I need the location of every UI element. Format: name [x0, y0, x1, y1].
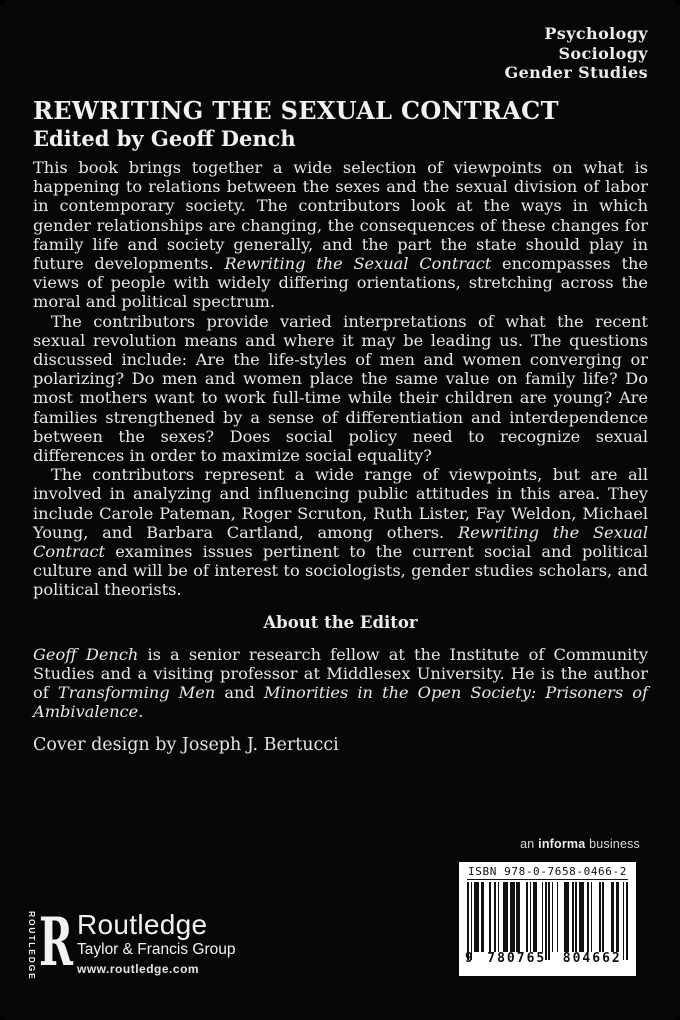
- editor-byline: Edited by Geoff Dench: [33, 126, 296, 151]
- publisher-text: [77, 910, 236, 976]
- isbn-number: ISBN 978-0-7658-0466-2: [468, 865, 627, 878]
- category-sociology: Sociology: [558, 43, 648, 63]
- informa-prefix: an: [520, 837, 539, 851]
- back-cover-text: [33, 158, 648, 722]
- routledge-logo-mark: R: [39, 903, 74, 981]
- synopsis-paragraph: The contributors represent a wide range of viewpoints, but are all involved in analyzing and influencing public attitudes in this area. They include Carole Pateman, Roger Scruton, Ruth Lister, Fay Weldon, Michael Young, and Barbara Cartland, among others. Rewriting the Sexual Contract examines issues pertinent to the current social and political culture and will be of interest to sociologists, gender studies scholars, and political theorists.: [33, 465, 648, 600]
- cover-design-credit: Cover design by Joseph J. Bertucci: [33, 735, 339, 755]
- informa-suffix: business: [585, 837, 640, 851]
- barcode-digits: [465, 951, 630, 966]
- publisher-name: Routledge: [77, 909, 208, 940]
- informa-business-line: [520, 837, 640, 851]
- routledge-vertical-text: ROUTLEDGE: [27, 911, 37, 981]
- category-gender-studies: Gender Studies: [504, 63, 648, 82]
- synopsis-paragraph: The contributors provide varied interpretations of what the recent sexual revolution means and where it may be leading us. The questions discussed include: Are the life-styles of men and women converging or polarizing? Do men and women place the same value on family life? Do most mothers want to work full-time while their children are young? Are families strengthened by a sense of differentiation and interdependence between the sexes? Does social policy need to recognize sexual differences in order to maximize social equality?: [33, 311, 648, 466]
- publisher-logo: [25, 903, 236, 981]
- publisher-website: www.routledge.com: [77, 962, 200, 976]
- book-title: REWRITING THE SEXUAL CONTRACT: [33, 96, 559, 125]
- category-psychology: Psychology: [544, 24, 648, 43]
- barcode-digit-group-3: 804662: [562, 951, 622, 966]
- barcode-digit-group-1: 9: [465, 951, 473, 966]
- isbn-barcode-block: [459, 862, 636, 976]
- synopsis-paragraph: This book brings together a wide selection of viewpoints on what is happening to relations between the sexes and the sexual division of labor in contemporary society. The contributors look at the ways in which gender relationships are changing, the consequences of these changes for family life and society generally, and the part the state should play in future developments. Rewriting the Sexual Contract encompasses the views of people with widely differing orientations, stretching across the moral and political spectrum.: [33, 158, 648, 312]
- ean13-barcode: [465, 882, 630, 960]
- about-the-editor-heading: About the Editor: [263, 612, 418, 632]
- barcode-digit-group-2: 780765: [487, 951, 547, 966]
- publisher-group: Taylor & Francis Group: [77, 941, 236, 958]
- synopsis: [33, 158, 648, 600]
- subject-categories: [505, 24, 648, 83]
- about-the-editor-paragraph: Geoff Dench is a senior research fellow at the Institute of Community Studies and a visiting professor at Middlesex University. He is the author of Transforming Men and Minorities in the Open Society: Prisoners of Ambivalence.: [33, 644, 649, 722]
- informa-brand: informa: [538, 837, 586, 851]
